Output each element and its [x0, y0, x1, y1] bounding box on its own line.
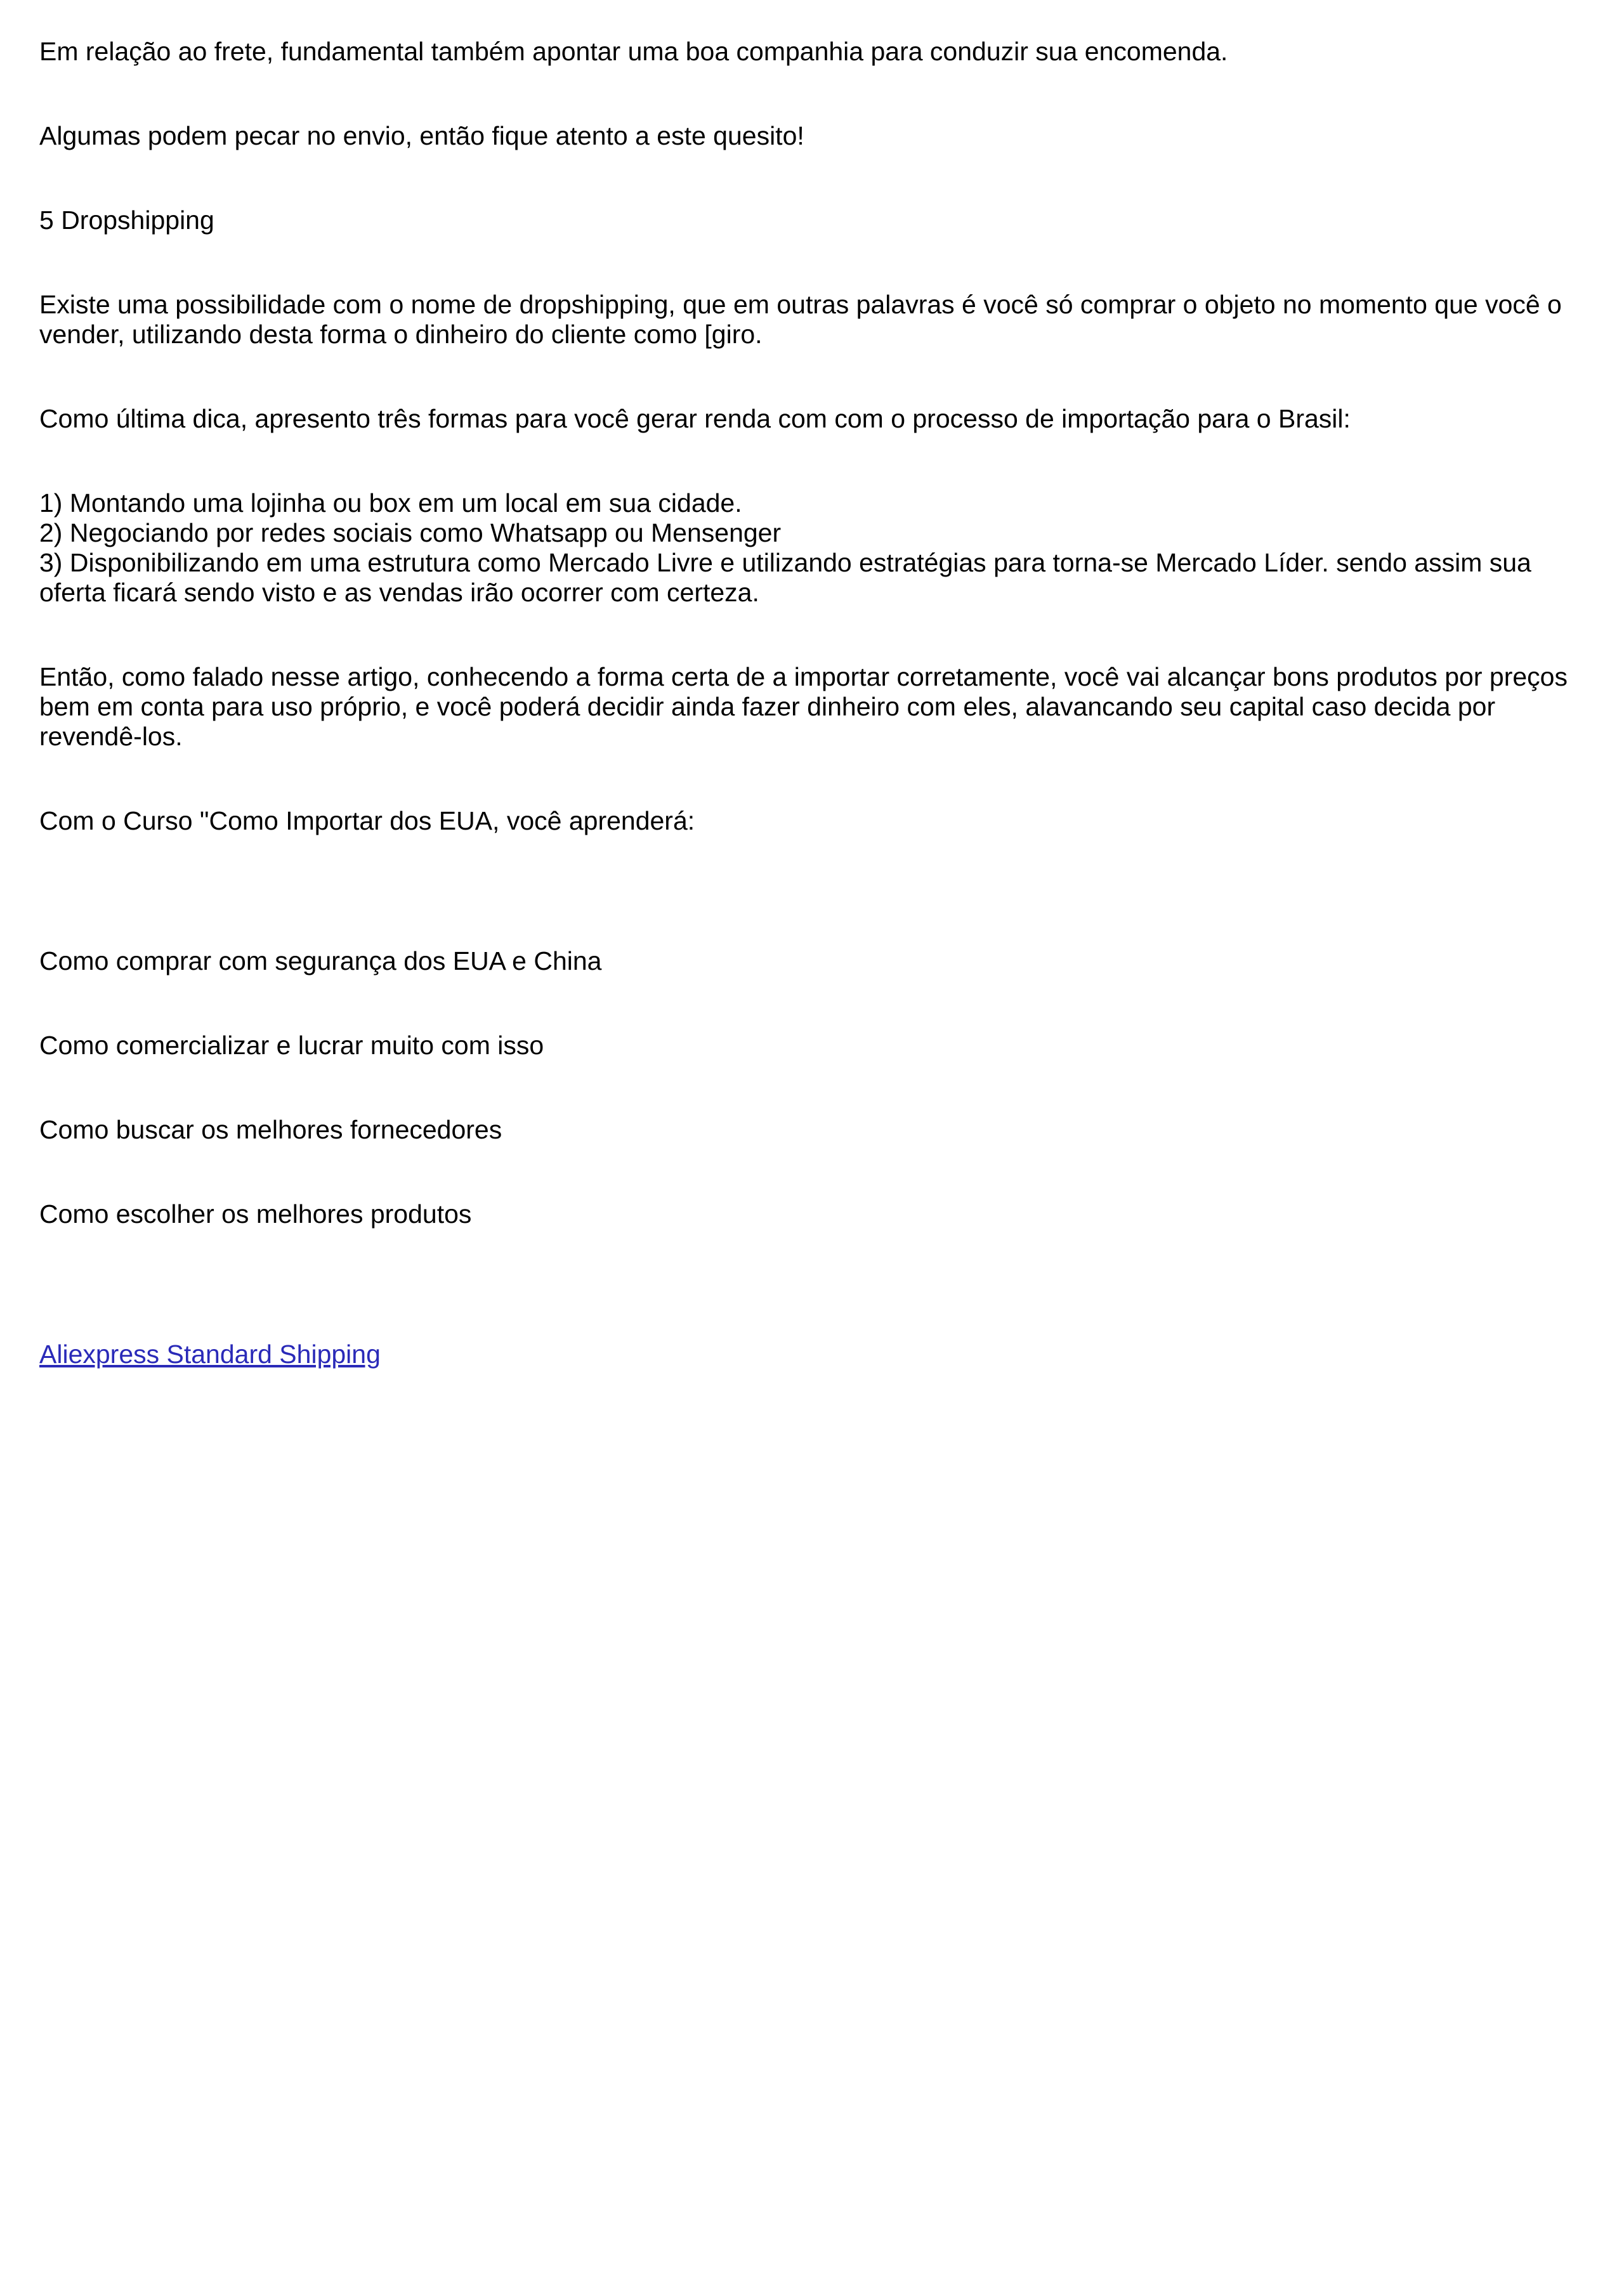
aliexpress-shipping-link[interactable]: Aliexpress Standard Shipping — [39, 1340, 381, 1369]
paragraph-conclusion: Então, como falado nesse artigo, conhecendo a forma certa de a importar corretamente, você vai alcançar bons produtos por preços bem em conta para uso próprio, e você poderá decidir ainda fazer dinheiro com eles, alavancando seu capital caso decida por revendê-los. — [39, 662, 1568, 751]
list-item: 3) Disponibilizando em uma estrutura como Mercado Livre e utilizando estratégias para torna-se Mercado Líder. sendo assim sua oferta ficará sendo visto e as vendas irão ocorrer com certeza. — [39, 548, 1531, 607]
document-page — [39, 37, 1581, 1424]
course-item: Como comprar com segurança dos EUA e China — [39, 946, 602, 975]
section-heading-dropshipping: 5 Dropshipping — [39, 205, 214, 235]
paragraph-shipping-warning: Algumas podem pecar no envio, então fique atento a este quesito! — [39, 121, 804, 150]
list-item: 1) Montando uma lojinha ou box em um local em sua cidade. — [39, 488, 742, 518]
course-item: Como buscar os melhores fornecedores — [39, 1115, 502, 1144]
paragraph-dropshipping: Existe uma possibilidade com o nome de dropshipping, que em outras palavras é você só comprar o objeto no momento que você o vender, utilizando desta forma o dinheiro do cliente como [giro. — [39, 290, 1562, 349]
course-intro: Com o Curso "Como Importar dos EUA, você aprenderá: — [39, 806, 695, 835]
paragraph-freight: Em relação ao frete, fundamental também apontar uma boa companhia para conduzir sua encomenda. — [39, 37, 1228, 66]
income-options-list — [39, 488, 1581, 608]
course-item: Como comercializar e lucrar muito com isso — [39, 1031, 544, 1060]
list-item: 2) Negociando por redes sociais como Whatsapp ou Mensenger — [39, 518, 782, 547]
course-item: Como escolher os melhores produtos — [39, 1199, 472, 1229]
paragraph-last-tip: Como última dica, apresento três formas para você gerar renda com com o processo de importação para o Brasil: — [39, 404, 1351, 433]
